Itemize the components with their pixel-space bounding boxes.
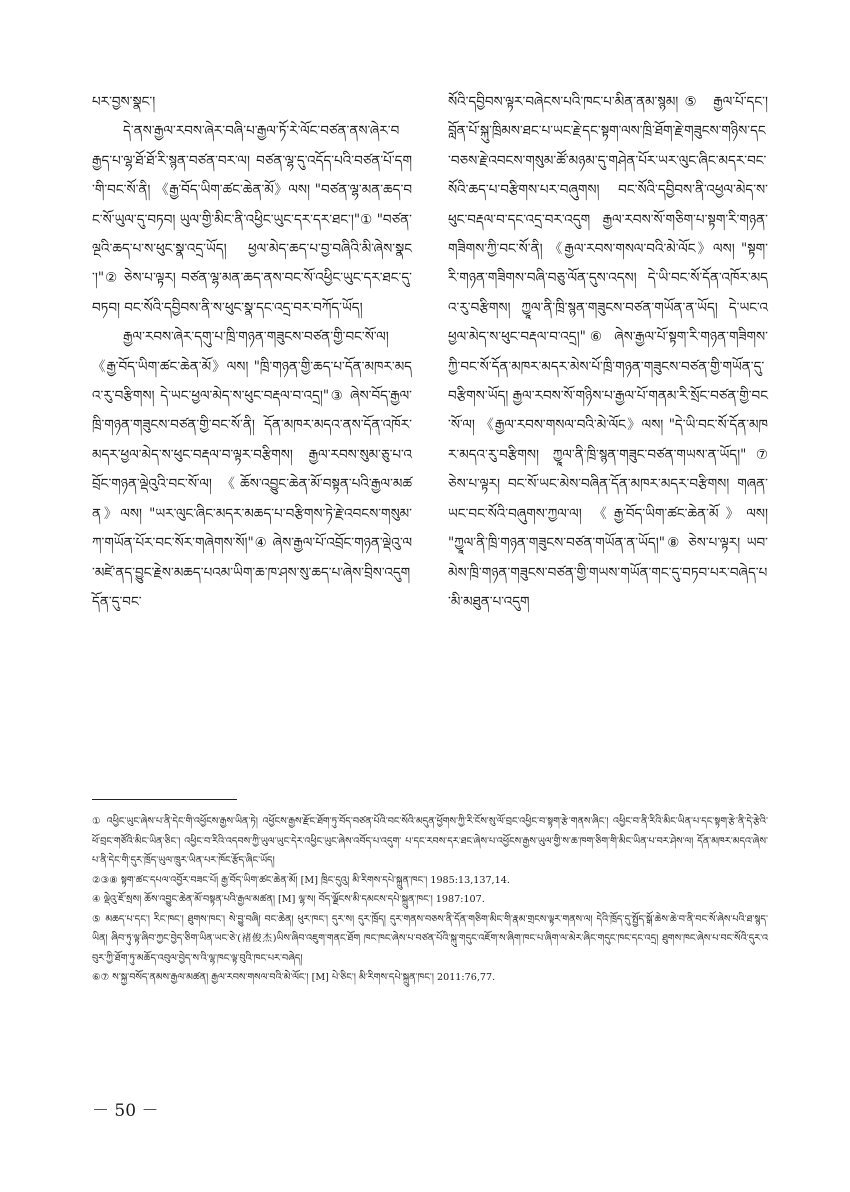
footnote: ① འཕྱིང་ཡུང་ཞེས་པ་ནི་དེང་གི་འཕྱོངས་རྒྱས་ཡིན་ཏེ། འཕྱོངས་རྒྱས་རྫོང་ཐོག་ཏུ་བོད་བཙན་པོའི་བང་སོའི་མདུན་ཕྱོགས་ཀྱི་རི་ངོས་སུ་ལོ་བྲང་འཕྱིང་བ་སྟག་རྩེ་གནས་ཞིང་། འཕྱིང་བ་ནི་རིའི་མིང་ཡིན་པ་དང་སྟག་རྩེ་ནི་དེ་རྩེའི་ཕོ་བྲང་གཙོའི་མིང་ཡིན་ཅིང་། འཕྱིང་བ་རིའི་འདབས་ཀྱི་ཡུལ་ཡུང་དེར་འཕྱིང་ཡུང་ཞེས་འབོད་པ་འདུག་ པ་དང་རབས་དར་ཐང་ཞེས་པ་འཕྱོངས་རྒྱས་ཡུལ་གྱི་ས་ཆ་ཁག་ཅིག་གི་མིང་ཡིན་པ་བར་ཤེས་ལ། དོན་མཁར་མདའ་ཞེས་པ་ནི་དེང་གི་དུར་ཁྲོད་ཡུལ་ཁྲུར་ཡིན་པར་ཁོང་རྩོད་ཞིང་ཡོད།	[92, 816, 768, 866]
left-column	[92, 88, 412, 617]
right-column	[448, 88, 768, 617]
paragraph: རྒྱལ་རབས་ཞེར་དགུ་པ་ཁྲི་གཉན་གཟུངས་བཙན་གྱི་བང་སོ་ལ། 《རྒྱ་བོད་ཡིག་ཚང་ཆེན་མོ》ལས། "ཁྲི་གཉན་གྱི་ཆད་པ་དོན་མཁར་མདའ་རུ་བརྩིགས། དེ་ཡང་ཕྱལ་མེད་ས་ཕུང་བརྡལ་བ་འདྲ།"③ ཞེས་བོད་རྒྱལ་ཁྲི་གཉན་གཟུངས་བཙན་གྱི་བང་སོ་ནི། དོན་མཁར་མདའ་ནས་དོན་འཁོར་མདར་ཕྱལ་མེད་ས་ཕུང་བརྡལ་བ་ལྟར་བརྩིགས། རྒྱལ་རབས་སུམ་ཅུ་པ་འབྲོང་གཉན་ལྡེའུའི་བང་སོ་ལ། 《ཆོས་འབྱུང་ཆེན་མོ་བསྟན་པའི་རྒྱལ་མཚན》ལས། "ཡར་ལུང་ཞིང་མདར་མཆད་པ་བརྩིགས་ཏེ་རྗེ་འབངས་གསུམ་ཀ་གཡོན་པོར་བང་སོར་གཞེགས་སོ།"④ ཞེས་རྒྱལ་པོ་འབྲོང་གཉན་ལྡེའུ་ལ་མཛེ་ནད་བྱུང་རྗེས་མཆད་པའམ་ཡིག་ཆ་ཁ་ཤས་སུ་ཆད་པ་ཞེས་བྲིས་འདུག དོན་དུ་བང་	[92, 329, 412, 610]
paragraph: པར་བྱས་སྣང་།	[92, 94, 156, 110]
footnote: ④ ལྡེའུ་ཇོ་སྲས། ཆོས་འབྱུང་ཆེན་མོ་བསྟན་པའི་རྒྱལ་མཚན། [M] ལྷ་ས། བོད་ལྗོངས་མི་དམངས་དཔེ་སྐྲུན་ཁང་། 1987:107.	[92, 894, 485, 905]
paragraph: སོའི་དབྱིབས་ལྟར་བཞེངས་པའི་ཁང་པ་མིན་ནམ་སྙམ།⑤ རྒྱལ་པོ་དང་། བློན་པོ་སྐུ་ཁྲིམས་ཐང་པ་ཡང་རྗེ་དང་སྟག་ལས་ཁྲི་ཐོག་རྗེ་གཟུངས་གཉིས་དང་བཅས་རྗེ་འབངས་གསུམ་ཚོ་མཉམ་དུ་གཤེན་པོར་ཡར་ལུང་ཞིང་མདར་བང་སོའི་ཆད་པ་བརྩིགས་པར་བཞུགས། བང་སོའི་དབྱིབས་ནི་འཕྱལ་མེད་ས་ཕུང་བརྡལ་བ་དང་འདྲ་བར་འདུག རྒྱལ་རབས་སོ་གཅིག་པ་སྟག་རི་གཉན་གཟིགས་ཀྱི་བང་སོ་ནི། 《རྒྱལ་རབས་གསལ་བའི་མེ་ལོང》ལས། "སྟག་རི་གཉན་གཟིགས་བཞི་བཅུ་ལོན་དུས་འདས། དེ་ཡི་བང་སོ་དོན་འཁོར་མདའ་རུ་བརྩིགས། ཀྱཱལ་ནི་ཁྲི་སྙན་གཟུངས་བཙན་གཡོན་ན་ཡོད། དེ་ཡང་འཕྱལ་མེད་ས་ཕུང་བརྡལ་བ་འདྲ།"⑥ ཞེས་རྒྱལ་པོ་སྟག་རི་གཉན་གཟིགས་ཀྱི་བང་སོ་དོན་མཁར་མདར་མེས་པོ་ཁྲི་གཉན་གཟུངས་བཙན་གྱི་གཡོན་དུ་བརྩིགས་ཡོད། རྒྱལ་རབས་སོ་གཉིས་པ་རྒྱལ་པོ་གནམ་རི་སྲོང་བཙན་གྱི་བང་སོ་ལ། 《རྒྱལ་རབས་གསལ་བའི་མེ་ལོང》ལས། "དེ་ཡི་བང་སོ་དོན་མཁར་མདའ་རུ་བརྩིགས། ཀྱཱལ་ནི་ཁྲི་སྙན་གཟུང་བཙན་གཡས་ན་ཡོད།"⑦ ཅེས་པ་ལྟར། བང་སོ་ཡང་མེས་བཞིན་དོན་མཁར་མདར་བརྩིགས། གཞན་ཡང་བང་སོའི་བཞུགས་ཀྱལ་ལ། 《རྒྱ་བོད་ཡིག་ཚང་ཆེན་མོ》ལས། "ཀྱཱལ་ནི་ཁྲི་གཉན་གཟུངས་བཙན་གཡོན་ན་ཡོད།"⑧ ཅེས་པ་ལྟར། ཡབ་མེས་ཁྲི་གཉན་གཟུངས་བཙན་གྱི་གཡས་གཡོན་གང་དུ་བཏབ་པར་བཞེད་པ་མི་མཐུན་པ་འདུག	[448, 94, 768, 610]
footnote: ⑤ མཆད་པ་དང་། རིང་ཁང་། ཐུགས་ཁང་། སེ་བྱུ་བཞི། བང་ཆེན། ཕུར་ཁང་། དུར་ས། དུར་ཁྲོད། དུར་གནས་བཅས་ནི་དོན་གཅིག་མིང་གི་རྣམ་གྲངས་ལྟར་གནས་ལ། དེའི་ཁྲོད་དུ་སྤྱོད་སྒོ་ཆེས་ཆེ་བ་ནི་བང་སོ་ཞེས་པའི་ཐ་སྙད་ཡིན། ཞིབ་ཏུ་ལྟ་ཞིབ་ཀྱང་བྱེད་ཅིག་ཡིན་ཡང་ཅེ་(褚俊杰)ཡིས་ཞིབ་འཇུག་གནང་ཐོག ཁང་ཁང་ཞེས་པ་བཙན་པོའི་སྐུ་གདུང་འཇོག་ས་ཞིག་ཁང་པ་ཞིག་ལ་མེར་ཞིང་གདུང་ཁང་དང་འདྲ། ཐུགས་ཁང་ཞེས་པ་བང་སོའི་དུར་འབུར་ཀྱི་ཐོག་ཏུ་མཆོད་འབུལ་བྱེད་ས་འི་ལྷ་ཁང་ལྟ་བུའི་ཁང་པར་བཞེད།	[92, 913, 768, 964]
footnote-separator	[92, 799, 237, 800]
body-columns	[92, 88, 768, 617]
paragraph: དེ་ནས་རྒྱལ་རབས་ཞེར་བཞི་པ་རྒྱལ་ཏོ་རེ་ལོང་བཙན་ནས་ཞེར་བརྒྱད་པ་ལྷ་ཐོ་ཐོ་རི་སྙན་བཙན་བར་ལ། བཙན་ལྷ་དུ་འདོད་པའི་བཙན་པོ་དག་གི་བང་སོ་ནི། 《རྒྱ་བོད་ཡིག་ཚང་ཆེན་མོ》ལས། "བཙན་ལྷ་མན་ཆད་བང་སོ་ཡུལ་དུ་བཏབ། ཡུལ་གྱི་མིང་ནི་འཕྱིང་ཡུང་དར་དར་ཐང་།"① "བཙན་ལྔའི་ཆད་པ་ས་ཕུང་སྣ་འདྲ་ཡོད། ཕྱལ་མེད་ཆད་པ་བྱ་བཞིའི་མི་ཞེས་སྣང་།"② ཅེས་པ་ལྟར། བཙན་ལྷ་མན་ཆད་ནས་བང་སོ་འཕྱིང་ཡུང་དར་ཐང་དུ་བཏབ། བང་སོའི་དབྱིབས་ནི་ས་ཕུང་སྣ་དང་འདྲ་བར་བཀོད་ཡོད།	[92, 123, 412, 316]
footnotes	[92, 812, 768, 988]
footnote: ⑥⑦ ས་སྐྱ་བསོད་ནམས་རྒྱལ་མཚན། རྒྱལ་རབས་གསལ་བའི་མེ་ལོང་། [M] པེ་ཅིང་། མི་རིགས་དཔེ་སྐྲུན་ཁང་། 2011:76,77.	[92, 972, 496, 983]
page-number: － 50 －	[92, 1101, 159, 1121]
footnote: ②③⑧ སྟག་ཚང་དཔལ་འབྱོར་བཟང་པོ། རྒྱ་བོད་ཡིག་ཚང་ཆེན་མོ། [M] ཁྲིང་དུའུ། མི་རིགས་དཔེ་སྐྲུན་ཁང་། 1985:13,137,14.	[92, 874, 510, 886]
